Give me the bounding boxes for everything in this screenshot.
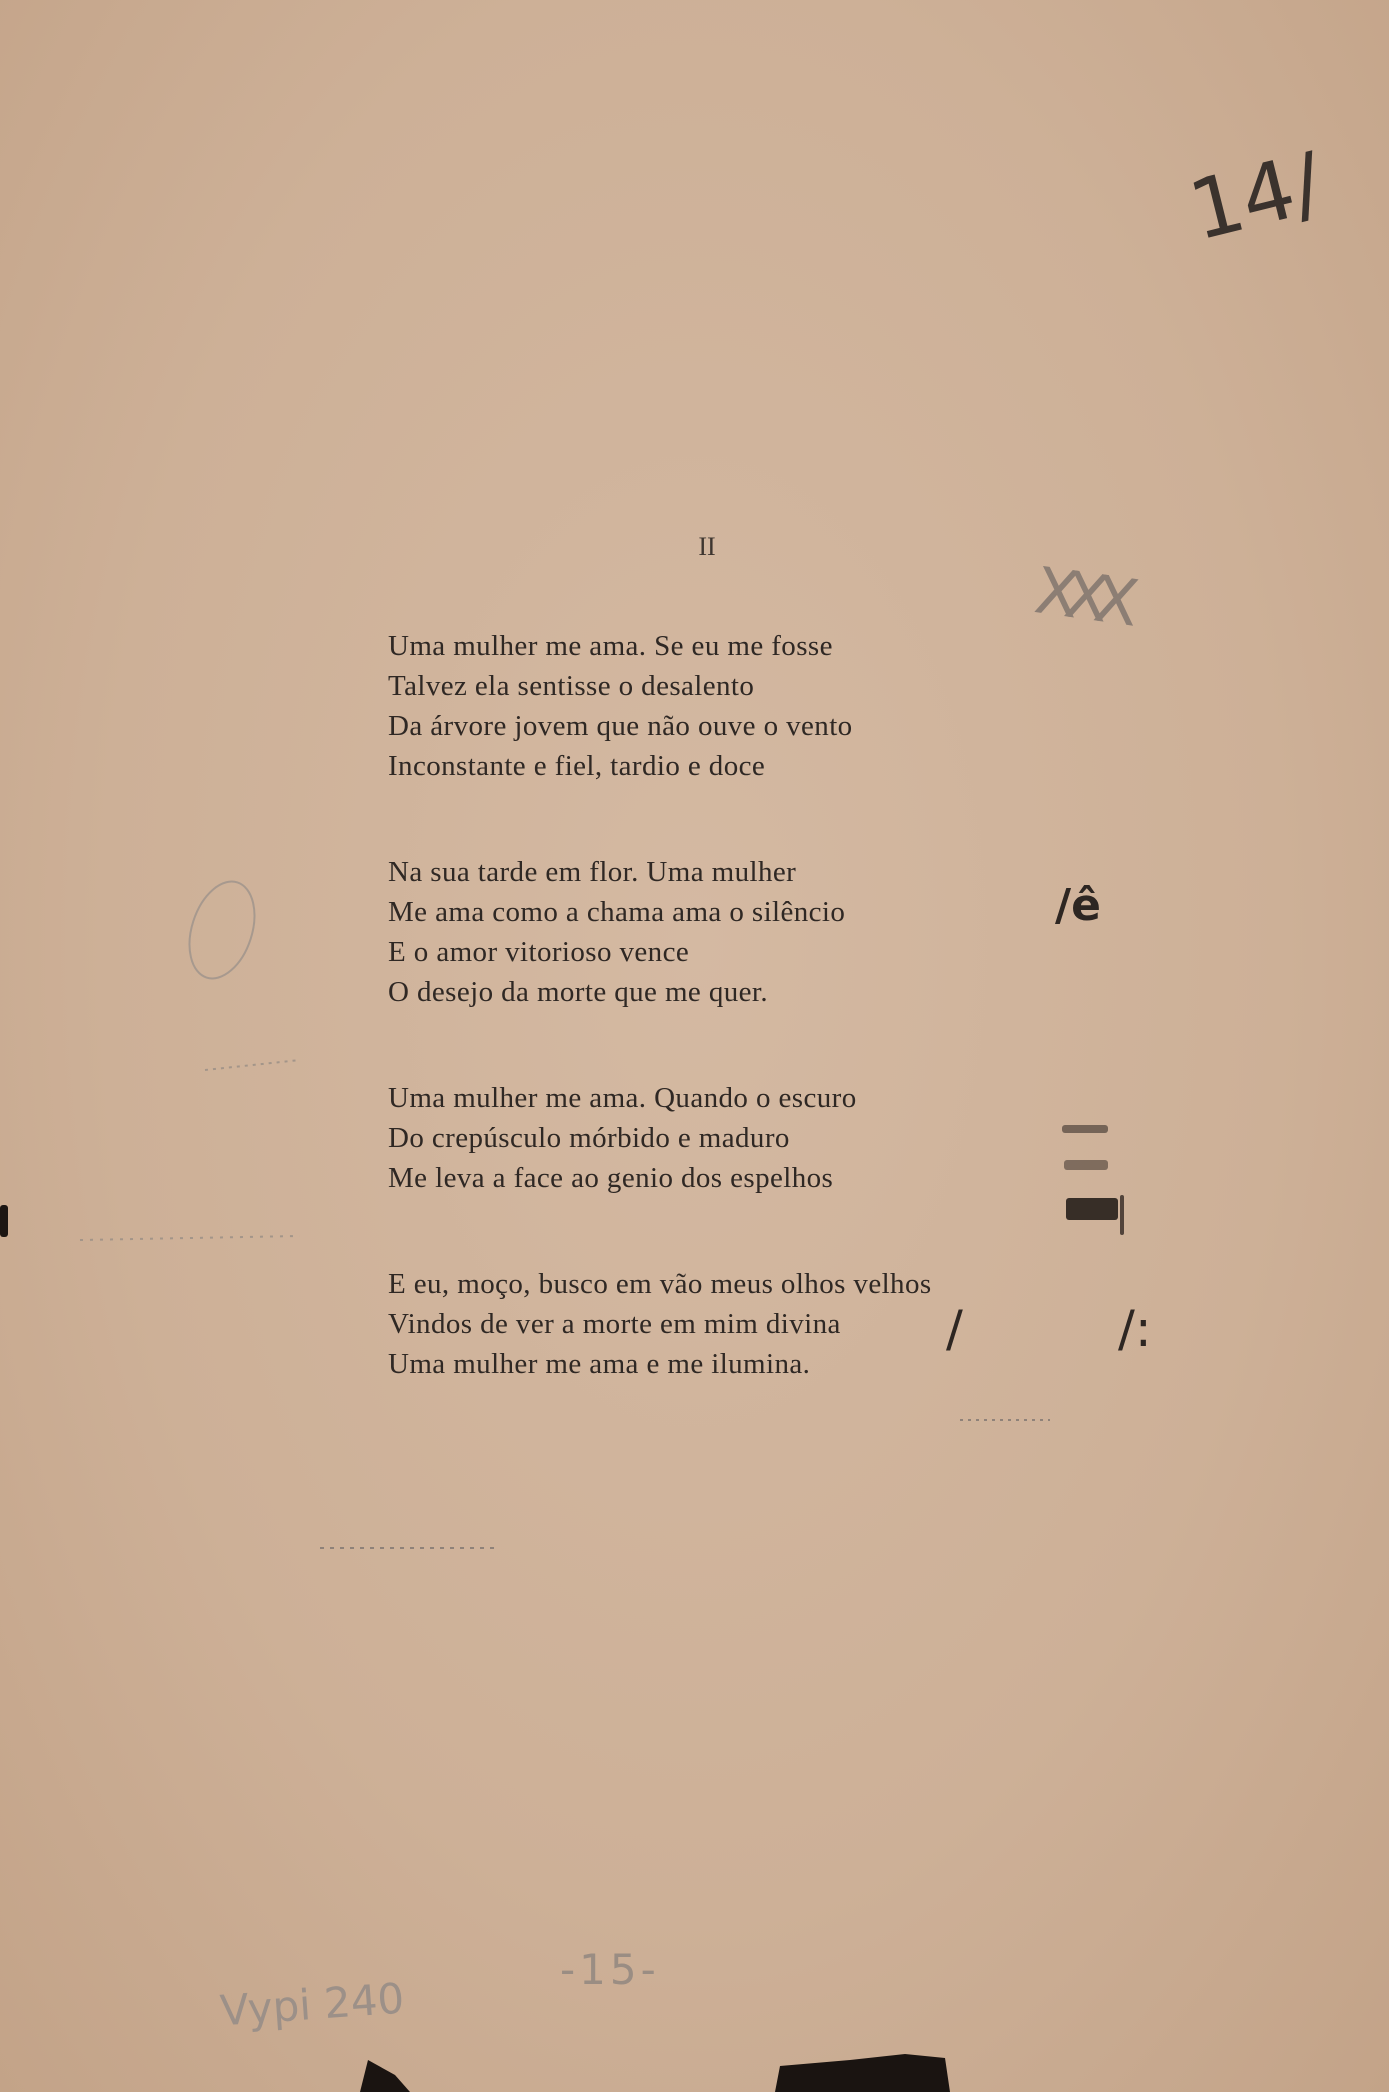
folio-number-annotation: 14/ (1180, 135, 1332, 260)
accent-correction-annotation: /ê (1055, 880, 1101, 931)
cross-marks-annotation: XXX (1030, 554, 1130, 640)
slash-mark-annotation: / (946, 1300, 963, 1358)
slash-colon-annotation: /: (1118, 1300, 1152, 1358)
poem-section-title: II (698, 532, 716, 561)
poem-line: Uma mulher me ama e me ilumina. (388, 1348, 811, 1380)
poem-line: Talvez ela sentisse o desalento (388, 670, 755, 702)
page-number: -15- (560, 1945, 660, 1994)
poem-line: Do crepúsculo mórbido e maduro (388, 1122, 790, 1154)
poem-line: Me ama como a chama ama o silêncio (388, 896, 846, 928)
poem-line: Vindos de ver a morte em mim divina (388, 1308, 841, 1340)
poem-line: Me leva a face ao genio dos espelhos (388, 1162, 834, 1194)
poem-line: Uma mulher me ama. Quando o escuro (388, 1082, 857, 1114)
poem-line: E o amor vitorioso vence (388, 936, 690, 968)
poem-line: Na sua tarde em flor. Uma mulher (388, 856, 797, 888)
poem-line: Da árvore jovem que não ouve o vento (388, 710, 853, 742)
catalog-pencil-note: Vypi 240 (218, 1973, 406, 2036)
poem-line: Uma mulher me ama. Se eu me fosse (388, 630, 833, 662)
poem-line: E eu, moço, busco em vão meus olhos velhos (388, 1268, 932, 1300)
poem-line: Inconstante e fiel, tardio e doce (388, 750, 766, 782)
poem-line: O desejo da morte que me quer. (388, 976, 769, 1008)
